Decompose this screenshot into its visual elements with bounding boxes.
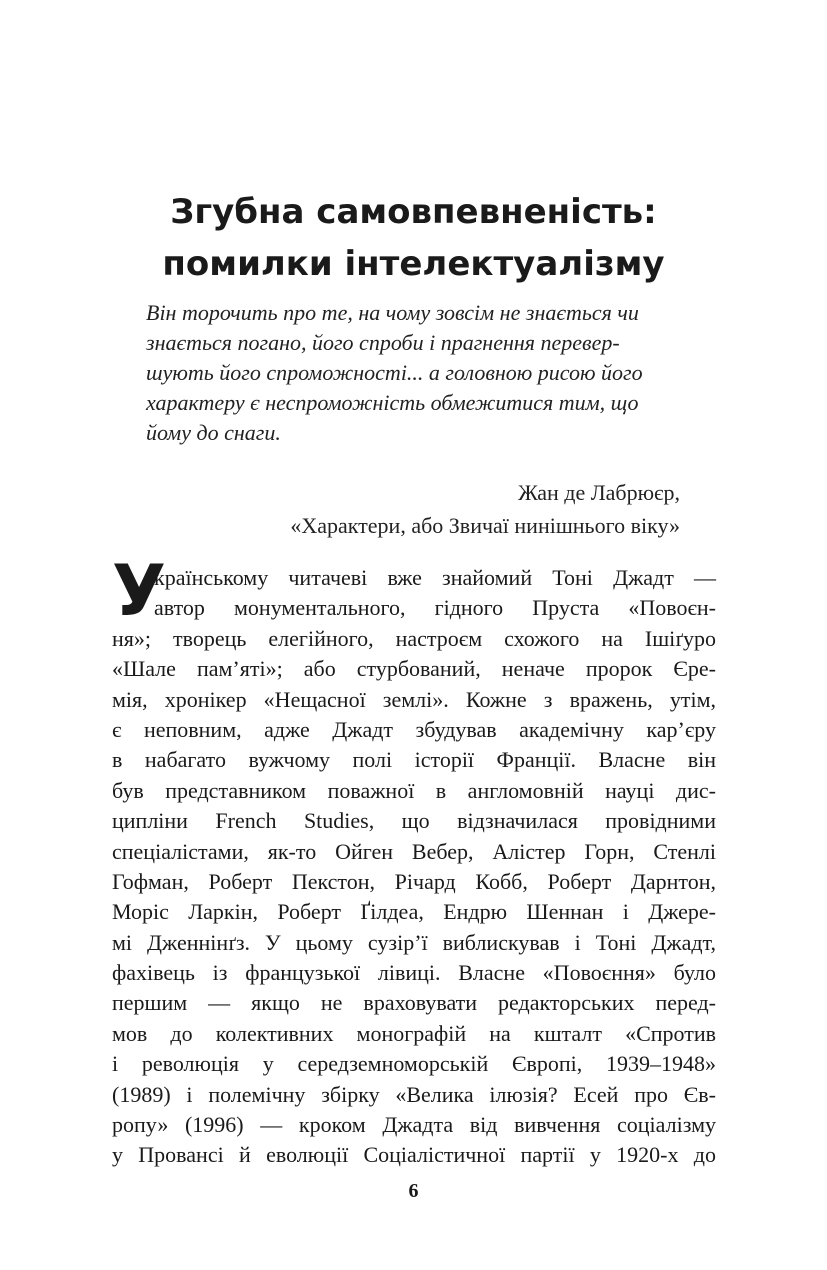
epigraph-author: Жан де Лабрюєр,	[518, 480, 680, 505]
chapter-title-line-2: помилки інтелектуалізму	[162, 244, 665, 284]
page-number: 6	[408, 1180, 419, 1202]
epigraph-line: характеру є неспроможність обмежитися тим, що	[146, 390, 639, 415]
body-line: у Провансі й еволюції Соціалістичної партії у 1920-х до	[112, 1142, 716, 1168]
epigraph-line: йому до снаги.	[146, 420, 281, 445]
body-line: Моріс Ларкін, Роберт Ґілдеа, Ендрю Шеннан і Джере-	[112, 899, 716, 925]
body-line: і революція у середземноморській Європі, 1939–1948»	[112, 1051, 716, 1077]
body-line: першим — якщо не враховувати редакторських перед-	[112, 990, 716, 1016]
epigraph-source: «Характери, або Звичаї нинішнього віку»	[290, 513, 680, 538]
body-line: є неповним, адже Джадт збудував академічну кар’єру	[112, 716, 716, 742]
drop-cap: У	[112, 550, 166, 632]
body-line: ня»; творець елегійного, настроєм схожого на Ішіґуро	[112, 625, 716, 651]
body-line: спеціалістами, як-то Ойген Вебер, Алістер Горн, Стенлі	[112, 838, 716, 864]
body-line: країнському читачеві вже знайомий Тоні Джадт —	[154, 565, 716, 590]
epigraph	[146, 298, 692, 448]
epigraph-line: Він торочить про те, на чому зовсім не знається чи	[146, 300, 639, 325]
body-line: ропу» (1996) — кроком Джадта від вивчення соціалізму	[112, 1112, 716, 1138]
body-line: «Шале пам’яті»; або стурбований, неначе пророк Єре-	[112, 656, 716, 682]
chapter-title-line-1: Згубна самовпевненість:	[170, 192, 657, 232]
epigraph-line: знається погано, його спроби і прагнення перевер-	[146, 330, 620, 355]
body-paragraph	[112, 563, 716, 1171]
epigraph-attribution	[146, 476, 680, 542]
epigraph-line: шують його спроможності... а головною рисою його	[146, 360, 643, 385]
body-line: мія, хронікер «Нещасної землі». Кожне з вражень, утім,	[112, 686, 716, 712]
body-line: мі Дженнінґз. У цьому сузір’ї виблискував і Тоні Джадт,	[112, 929, 716, 955]
body-line: фахівець із французької лівиці. Власне «Повоєння» було	[112, 960, 716, 986]
body-line: в набагато вужчому полі історії Франції. Власне він	[112, 747, 716, 773]
body-line: (1989) і полемічну збірку «Велика ілюзія? Есей про Єв-	[112, 1081, 716, 1107]
body-line: автор монументального, гідного Пруста «Повоєн-	[154, 595, 716, 621]
body-line: мов до колективних монографій на кшталт «Спротив	[112, 1020, 716, 1046]
body-line: Гофман, Роберт Пекстон, Річард Кобб, Роберт Дарнтон,	[112, 868, 716, 894]
body-line: ципліни French Studies, що відзначилася провідними	[112, 808, 716, 834]
body-line: був представником поважної в англомовній науці дис-	[112, 777, 716, 803]
chapter-title	[100, 186, 727, 290]
